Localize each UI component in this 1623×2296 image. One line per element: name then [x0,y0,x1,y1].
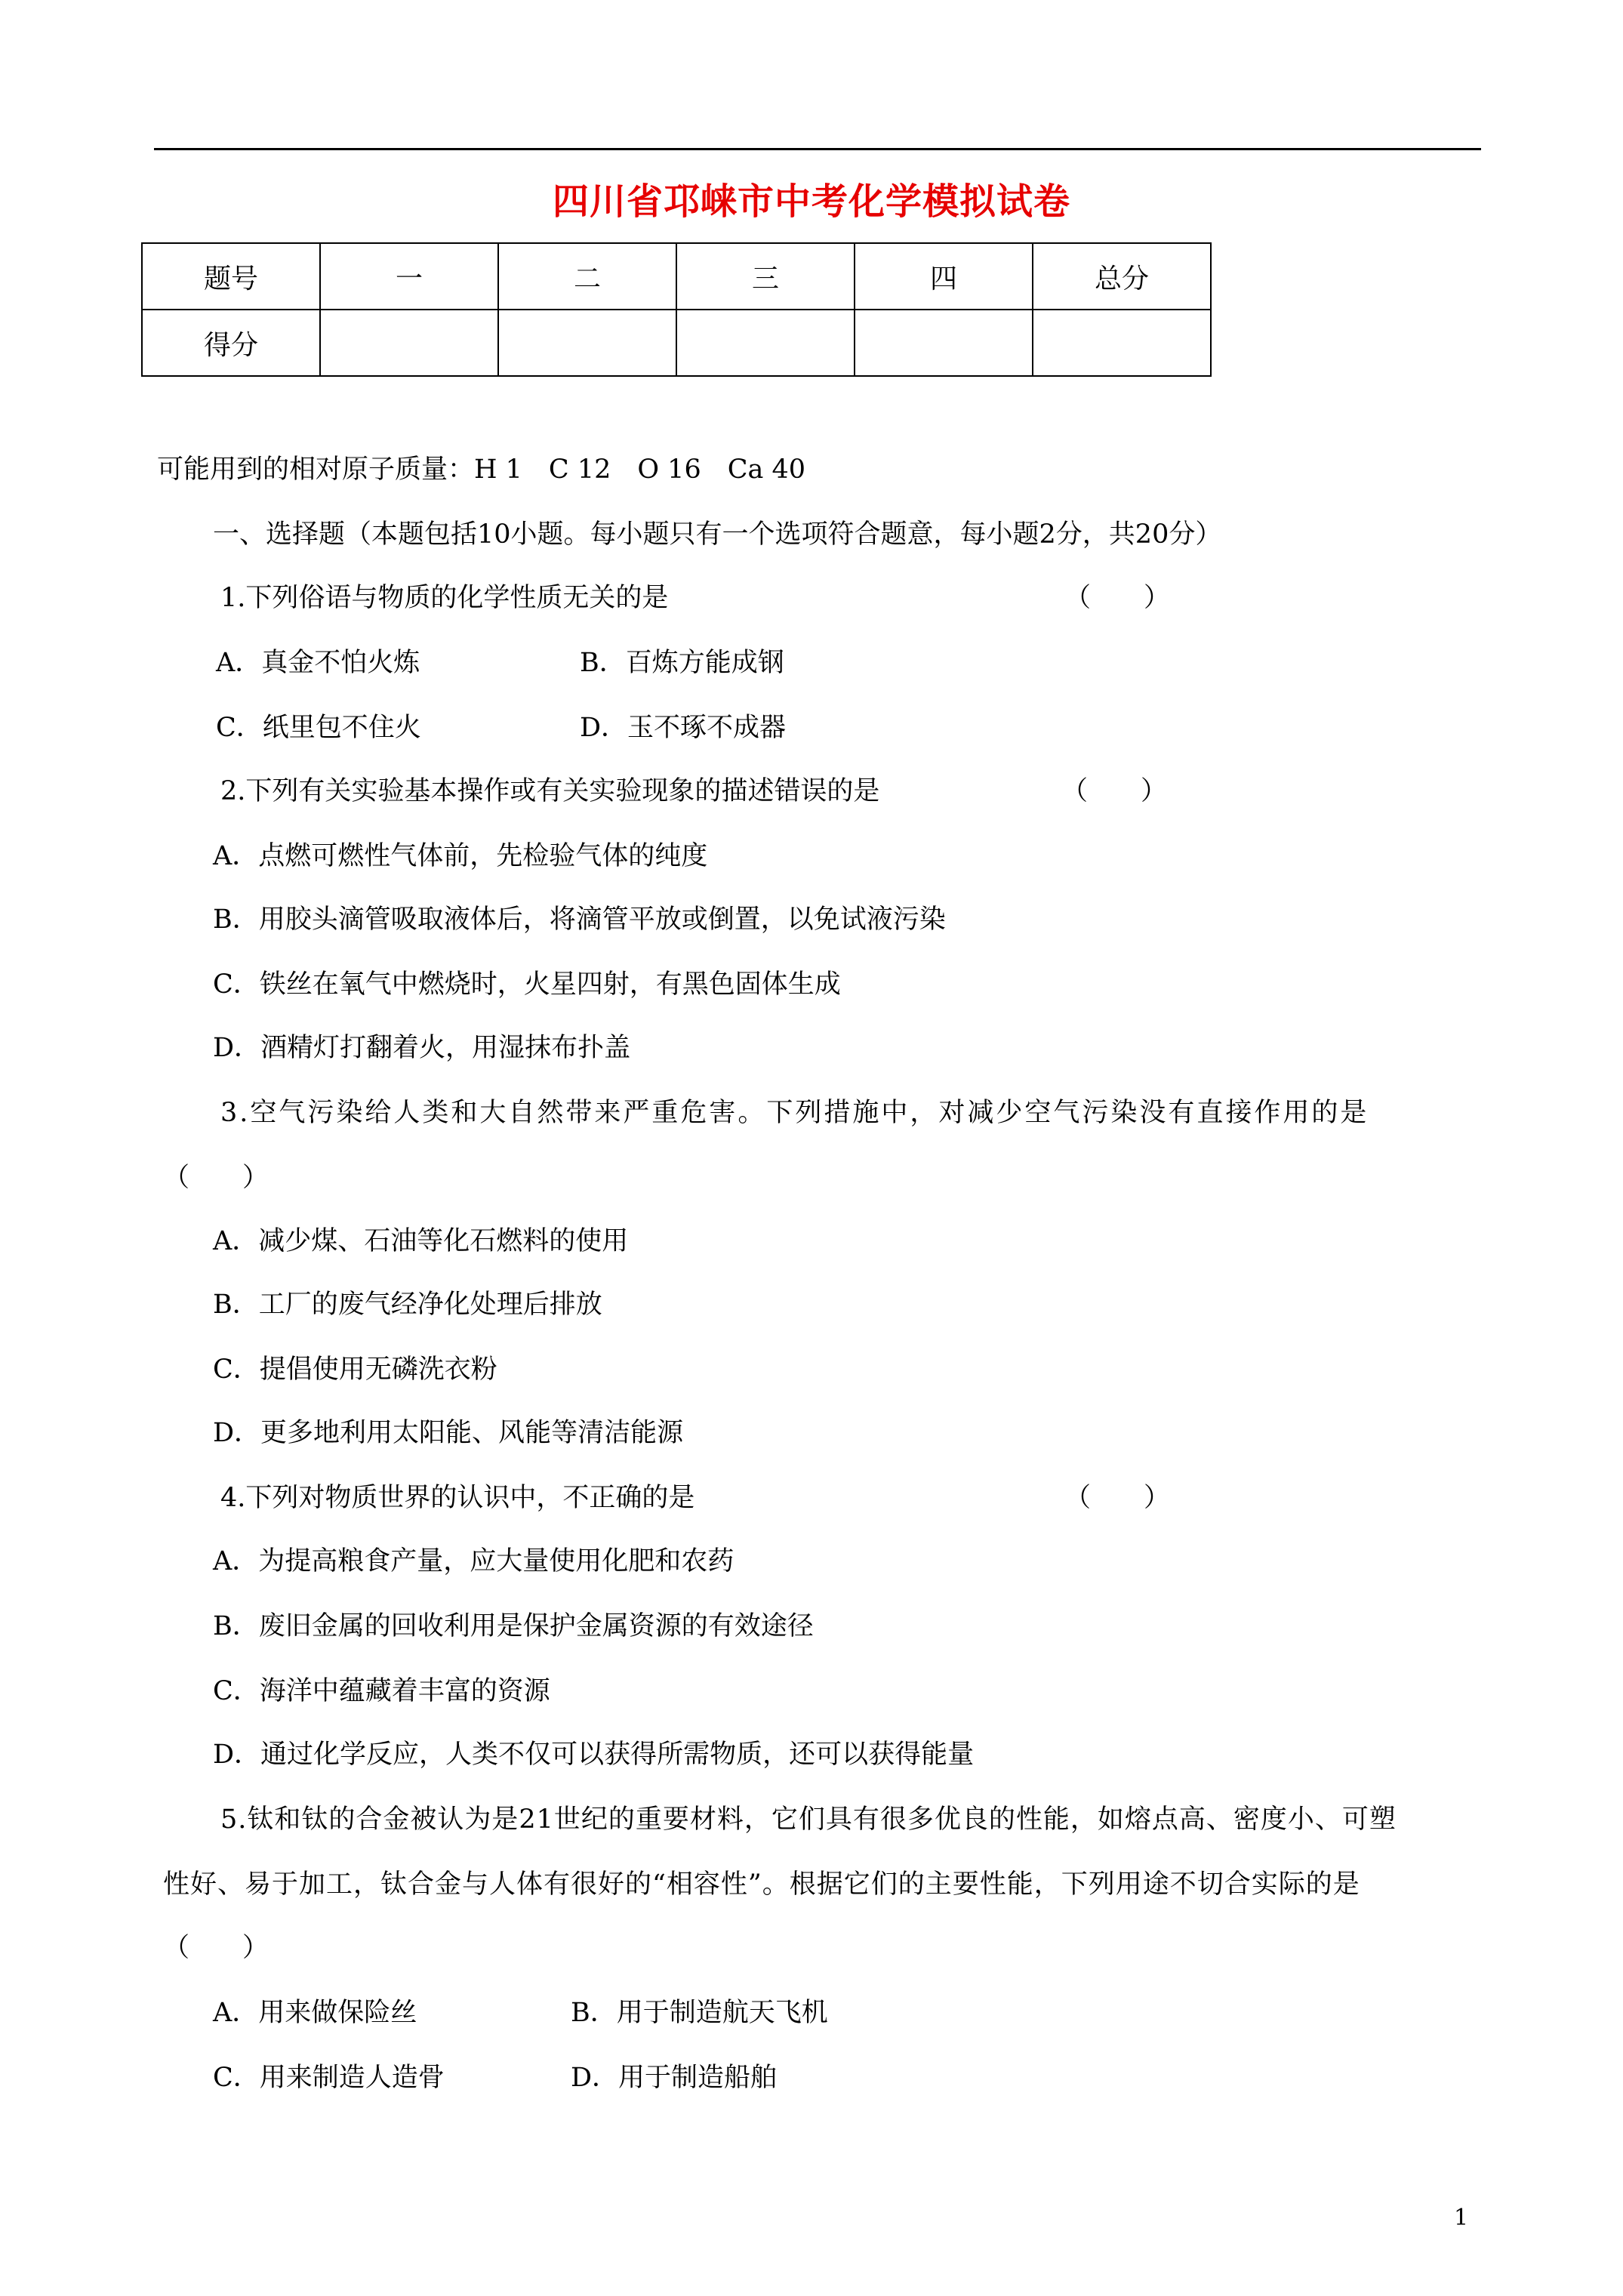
option-b: B．用胶头滴管吸取液体后，将滴管平放或倒置，以免试液污染 [213,905,946,935]
score-table [141,242,1212,377]
option-b: B．用于制造航天飞机 [571,1998,828,2028]
answer-bracket: （ ） [163,1163,269,1193]
option-c: C．铁丝在氧气中燃烧时，火星四射，有黑色固体生成 [213,969,841,1000]
exam-title: 四川省邛崃市中考化学模拟试卷 [552,180,1070,223]
atomic-masses-note: 可能用到的相对原子质量：H 1 C 12 O 16 Ca 40 [157,455,806,485]
option-a: A．为提高粮食产量，应大量使用化肥和农药 [213,1546,735,1576]
answer-bracket: （ ） [1064,1483,1171,1513]
option-b: B．废旧金属的回收利用是保护金属资源的有效途径 [213,1611,814,1641]
score-header-cell: 总分 [1033,243,1211,310]
section-heading: 一、选择题（本题包括10小题。每小题只有一个选项符合题意，每小题2分，共20分） [213,519,1222,550]
answer-bracket: （ ） [1064,583,1171,613]
question-stem: 2.下列有关实验基本操作或有关实验现象的描述错误的是 [220,776,880,806]
score-header-cell: 三 [676,243,855,310]
option-c: C．提倡使用无磷洗衣粉 [213,1354,497,1385]
score-cell-blank [855,310,1033,376]
score-table-score-row [142,310,1211,376]
score-header-cell: 二 [498,243,676,310]
option-a: A．真金不怕火炼 [216,648,420,678]
score-cell-blank [1033,310,1211,376]
option-b: B．百炼方能成钢 [580,648,784,678]
score-table-header-row [142,243,1211,310]
question-stem: 3.空气污染给人类和大自然带来严重危害。下列措施中，对减少空气污染没有直接作用的是 [220,1098,1369,1128]
option-d: D．玉不琢不成器 [580,713,787,743]
question-stem-continued: 性好、易于加工，钛合金与人体有很好的“相容性”。根据它们的主要性能，下列用途不切合实际的是 [163,1869,1360,1900]
question-stem: 1.下列俗语与物质的化学性质无关的是 [220,583,669,613]
score-header-cell: 题号 [142,243,320,310]
option-a: A．减少煤、石油等化石燃料的使用 [213,1226,629,1256]
option-d: D．通过化学反应，人类不仅可以获得所需物质，还可以获得能量 [213,1740,975,1770]
page-number: 1 [1454,2205,1469,2231]
score-cell-blank [676,310,855,376]
score-cell-blank [498,310,676,376]
score-cell-blank [320,310,498,376]
option-c: C．海洋中蕴藏着丰富的资源 [213,1676,550,1706]
option-b: B．工厂的废气经净化处理后排放 [213,1290,602,1320]
score-header-cell: 四 [855,243,1033,310]
answer-bracket: （ ） [163,1933,269,1963]
score-header-cell: 一 [320,243,498,310]
option-d: D．更多地利用太阳能、风能等清洁能源 [213,1418,684,1448]
header-rule [154,148,1481,150]
question-stem: 5.钛和钛的合金被认为是21世纪的重要材料，它们具有很多优良的性能，如熔点高、密度小、可塑 [220,1804,1397,1835]
question-stem: 4.下列对物质世界的认识中，不正确的是 [220,1483,695,1513]
option-a: A．点燃可燃性气体前，先检验气体的纯度 [213,841,708,871]
answer-bracket: （ ） [1061,776,1168,806]
option-c: C．用来制造人造骨 [213,2063,445,2093]
option-d: D．用于制造船舶 [571,2063,778,2093]
score-row-label: 得分 [142,310,320,376]
option-c: C．纸里包不住火 [216,713,421,743]
option-a: A．用来做保险丝 [213,1998,417,2028]
option-d: D．酒精灯打翻着火，用湿抹布扑盖 [213,1033,631,1063]
